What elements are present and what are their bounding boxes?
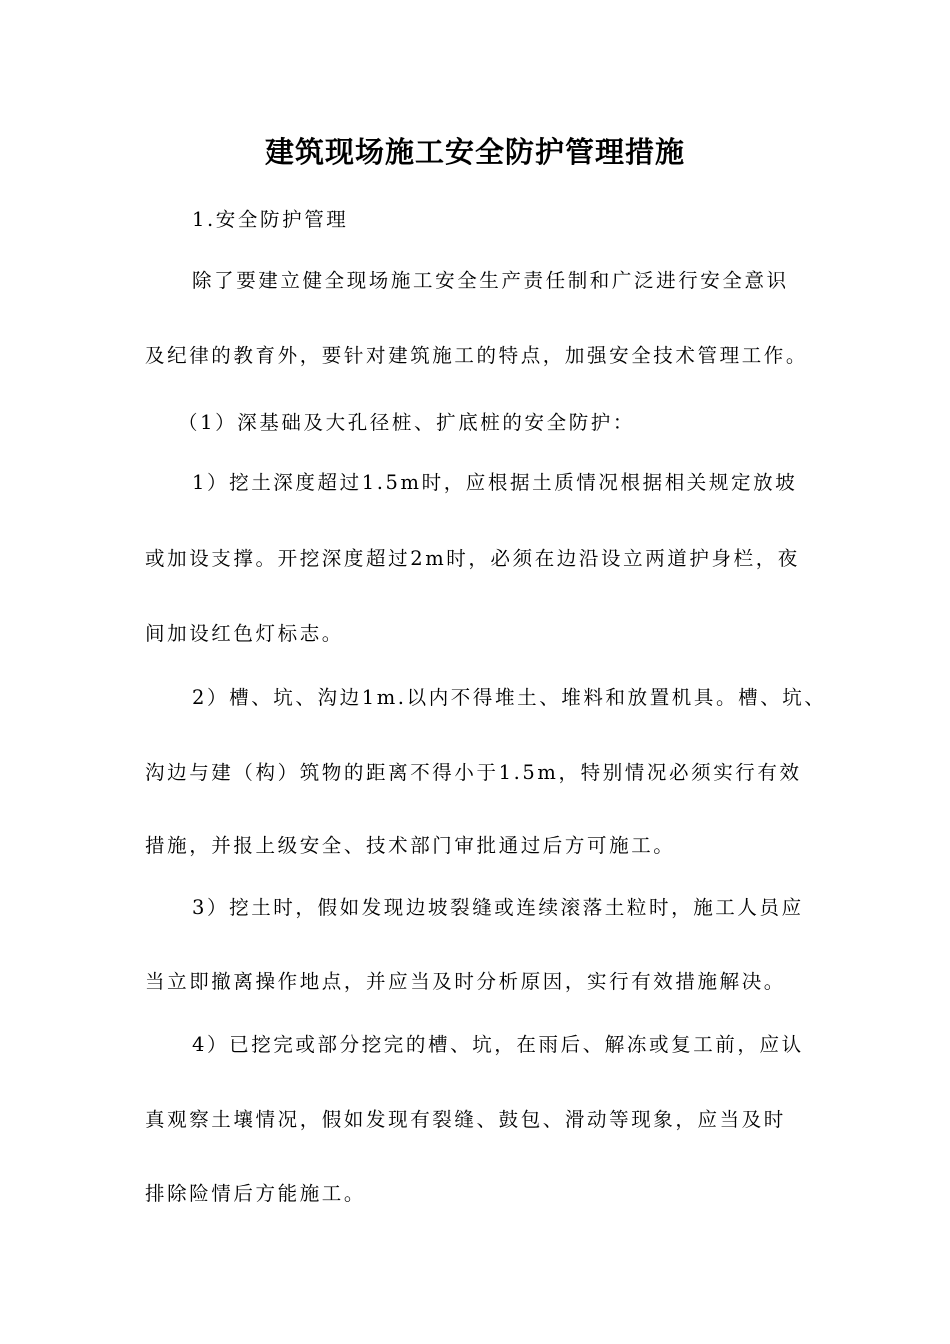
section-heading: 1.安全防护管理 <box>192 208 349 231</box>
paragraph-line: 措施，并报上级安全、技术部门审批通过后方可施工。 <box>145 834 676 857</box>
subsection-heading: （1）深基础及大孔径桩、扩底桩的安全防护： <box>178 411 636 434</box>
paragraph-line: 1）挖土深度超过1.5m时，应根据土质情况根据相关规定放坡 <box>192 471 798 494</box>
paragraph-line: 2）槽、坑、沟边1m.以内不得堆土、堆料和放置机具。槽、坑、 <box>192 686 827 709</box>
document-title: 建筑现场施工安全防护管理措施 <box>264 135 685 169</box>
paragraph-line: 除了要建立健全现场施工安全生产责任制和广泛进行安全意识 <box>192 269 789 292</box>
paragraph-line: 沟边与建（构）筑物的距离不得小于1.5m，特别情况必须实行有效 <box>145 761 802 784</box>
paragraph-line: 间加设红色灯标志。 <box>145 622 344 645</box>
paragraph-line: 真观察土壤情况，假如发现有裂缝、鼓包、滑动等现象，应当及时 <box>145 1108 786 1131</box>
paragraph-line: 排除险情后方能施工。 <box>145 1182 367 1205</box>
paragraph-line: 或加设支撑。开挖深度超过2m时，必须在边沿设立两道护身栏，夜 <box>145 547 800 570</box>
paragraph-line: 当立即撤离操作地点，并应当及时分析原因，实行有效措施解决。 <box>145 970 786 993</box>
paragraph-line: 及纪律的教育外，要针对建筑施工的特点，加强安全技术管理工作。 <box>145 344 809 367</box>
paragraph-line: 4）已挖完或部分挖完的槽、坑，在雨后、解冻或复工前，应认 <box>192 1033 804 1056</box>
paragraph-line: 3）挖土时，假如发现边坡裂缝或连续滚落土粒时，施工人员应 <box>192 896 804 919</box>
